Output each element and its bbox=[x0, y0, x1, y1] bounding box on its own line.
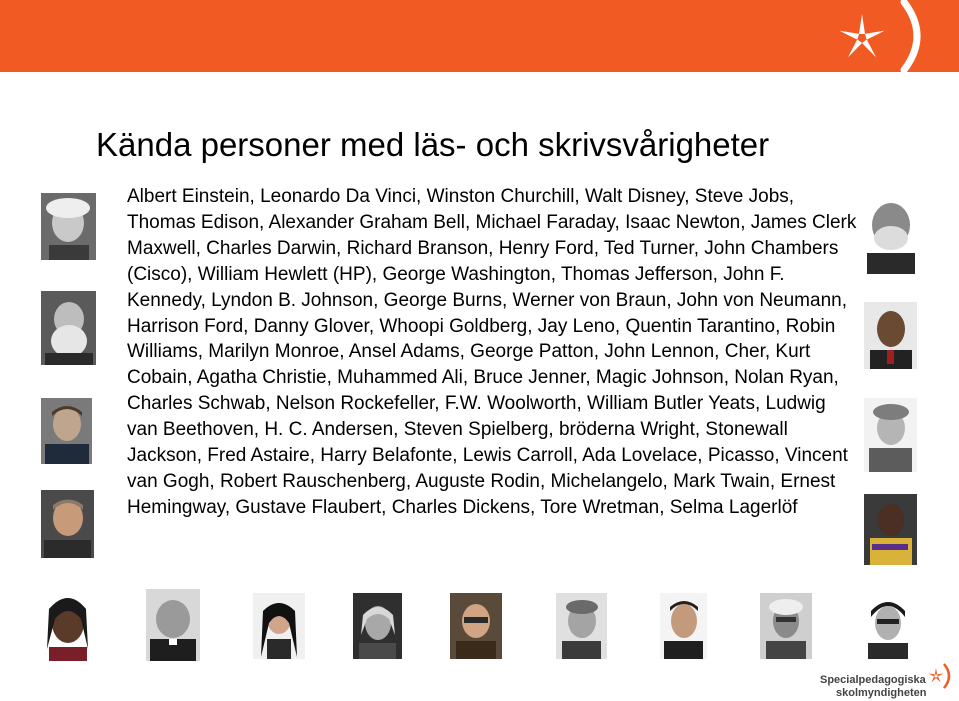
bracket-arc-icon bbox=[896, 0, 936, 72]
portrait-photo bbox=[41, 589, 94, 661]
portrait-photo bbox=[41, 398, 92, 464]
portrait-photo bbox=[864, 494, 917, 565]
header-bar bbox=[0, 0, 959, 72]
portrait-photo bbox=[864, 302, 917, 369]
star-logo-icon bbox=[836, 12, 888, 64]
portrait-photo bbox=[41, 291, 96, 365]
portrait-photo bbox=[760, 593, 812, 659]
portrait-photo bbox=[146, 589, 200, 661]
portrait-photo bbox=[556, 593, 607, 659]
portrait-photo bbox=[660, 593, 707, 659]
portrait-photo bbox=[864, 398, 917, 472]
portrait-photo bbox=[41, 193, 96, 260]
agency-logo bbox=[820, 660, 950, 700]
portrait-photo bbox=[253, 593, 305, 659]
logo-line-2: skolmyndigheten bbox=[836, 687, 927, 699]
agency-logo-icon bbox=[924, 662, 952, 690]
portrait-photo bbox=[863, 593, 913, 659]
portrait-photo bbox=[864, 193, 918, 274]
portrait-photo bbox=[450, 593, 502, 659]
logo-line-1: Specialpedagogiska bbox=[820, 674, 926, 686]
slide-title: Kända personer med läs- och skrivsvårigheter bbox=[96, 126, 770, 163]
names-paragraph: Albert Einstein, Leonardo Da Vinci, Winston Churchill, Walt Disney, Steve Jobs, Thomas Edison, Alexander Graham Bell, Michael Faraday, Isaac Newton, James Clerk Maxwell, Charles Darwin, Richard Branson, Henry Ford, Ted Turner, John Chambers (Cisco), William Hewlett (HP), George Washington, Thomas Jefferson, John F. Kennedy, Lyndon B. Johnson, George Burns, Werner von Braun, John von Neumann, Harrison Ford, Danny Glover, Whoopi Goldberg, Jay Leno, Quentin Tarantino, Robin Williams, Marilyn Monroe, Ansel Adams, George Patton, John Lennon, Cher, Kurt Cobain, Agatha Christie, Muhammed Ali, Bruce Jenner, Magic Johnson, Nolan Ryan, Charles Schwab, Nelson Rockefeller, F.W. Woolworth, William Butler Yeats, Ludwig van Beethoven, H. C. Andersen, Steven Spielberg, bröderna Wright, Stonewall Jackson, Fred Astaire, Harry Belafonte, Lewis Carroll, Ada Lovelace, Picasso, Vincent van Gogh, Robert Rauschenberg, Auguste Rodin, Michelangelo, Mark Twain, Ernest Hemingway, Gustave Flaubert, Charles Dickens, Tore Wretman, Selma Lagerlöf bbox=[127, 186, 857, 518]
portrait-photo bbox=[41, 490, 94, 558]
portrait-photo bbox=[353, 593, 402, 659]
